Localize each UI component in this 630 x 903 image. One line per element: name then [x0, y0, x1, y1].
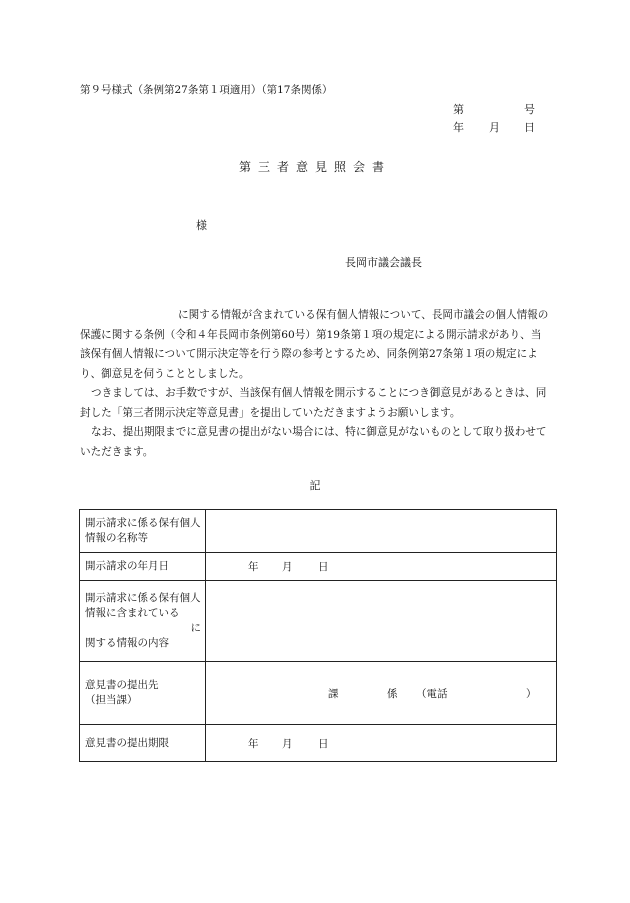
- body-paragraph-3: なお、提出期限までに意見書の提出がない場合には、特に御意見がないものとして取り扱わせていただきます。: [80, 426, 547, 458]
- phone-close: ）: [526, 688, 537, 700]
- record-name-label: 開示請求に係る保有個人情報の名称等: [80, 510, 206, 553]
- body-paragraph-1: に関する情報が含まれている保有個人情報について、長岡市議会の個人情報の保護に関する条例（令和４年長岡市条例第60号）第19条第１項の規定による開示請求があり、当該保有個人情報について開示決定等を行う際の参考とするため、同条例第27条第１項の規定により、御意見を伺うこととしました。: [80, 309, 549, 380]
- details-table: [79, 509, 557, 762]
- request-day: 日: [318, 561, 329, 573]
- info-content-label-c: 関する情報の内容: [85, 637, 169, 649]
- request-month: 月: [282, 561, 293, 573]
- number-prefix: 第: [453, 103, 464, 116]
- document-title: 第三者意見照会書: [238, 160, 391, 174]
- request-date-label: 開示請求の年月日: [80, 553, 206, 581]
- dept-ka: 課: [328, 688, 339, 700]
- date-month: 月: [489, 121, 500, 134]
- date-year: 年: [453, 121, 464, 134]
- request-year: 年: [248, 561, 259, 573]
- submission-dept-label: [80, 662, 206, 725]
- dept-kakari: 係: [387, 688, 398, 700]
- ki-heading: 記: [309, 479, 321, 492]
- info-content-label-b: に: [190, 622, 201, 634]
- addressee-suffix: 様: [196, 219, 207, 232]
- deadline-day: 日: [318, 738, 329, 750]
- table-row: [80, 553, 557, 581]
- letter-body: [80, 306, 550, 462]
- phone-open: （電話: [416, 688, 448, 700]
- info-content-value[interactable]: [206, 581, 557, 662]
- deadline-month: 月: [282, 738, 293, 750]
- table-row: [80, 725, 557, 762]
- form-number-label: 第９号様式（条例第27条第１項適用）（第17条関係）: [80, 84, 333, 96]
- info-content-label: [80, 581, 206, 662]
- sender-name: 長岡市議会議長: [345, 256, 422, 269]
- table-row: [80, 581, 557, 662]
- table-row: [80, 510, 557, 553]
- submission-dept-label-b: （担当課）: [85, 694, 138, 706]
- deadline-label: 意見書の提出期限: [80, 725, 206, 762]
- deadline-year: 年: [248, 738, 259, 750]
- submission-dept-label-a: 意見書の提出先: [85, 679, 159, 691]
- deadline-value[interactable]: [206, 725, 557, 762]
- table-row: [80, 662, 557, 725]
- record-name-value[interactable]: [206, 510, 557, 553]
- info-content-label-a: 開示請求に係る保有個人情報に含まれている: [85, 592, 201, 619]
- submission-dept-value[interactable]: [206, 662, 557, 725]
- number-suffix: 号: [524, 103, 535, 116]
- body-paragraph-2: つきましては、お手数ですが、当該保有個人情報を開示することにつき御意見があるときは、同封した「第三者開示決定等意見書」を提出していただきますようお願いします。: [80, 387, 547, 419]
- request-date-value[interactable]: [206, 553, 557, 581]
- date-day: 日: [524, 121, 535, 134]
